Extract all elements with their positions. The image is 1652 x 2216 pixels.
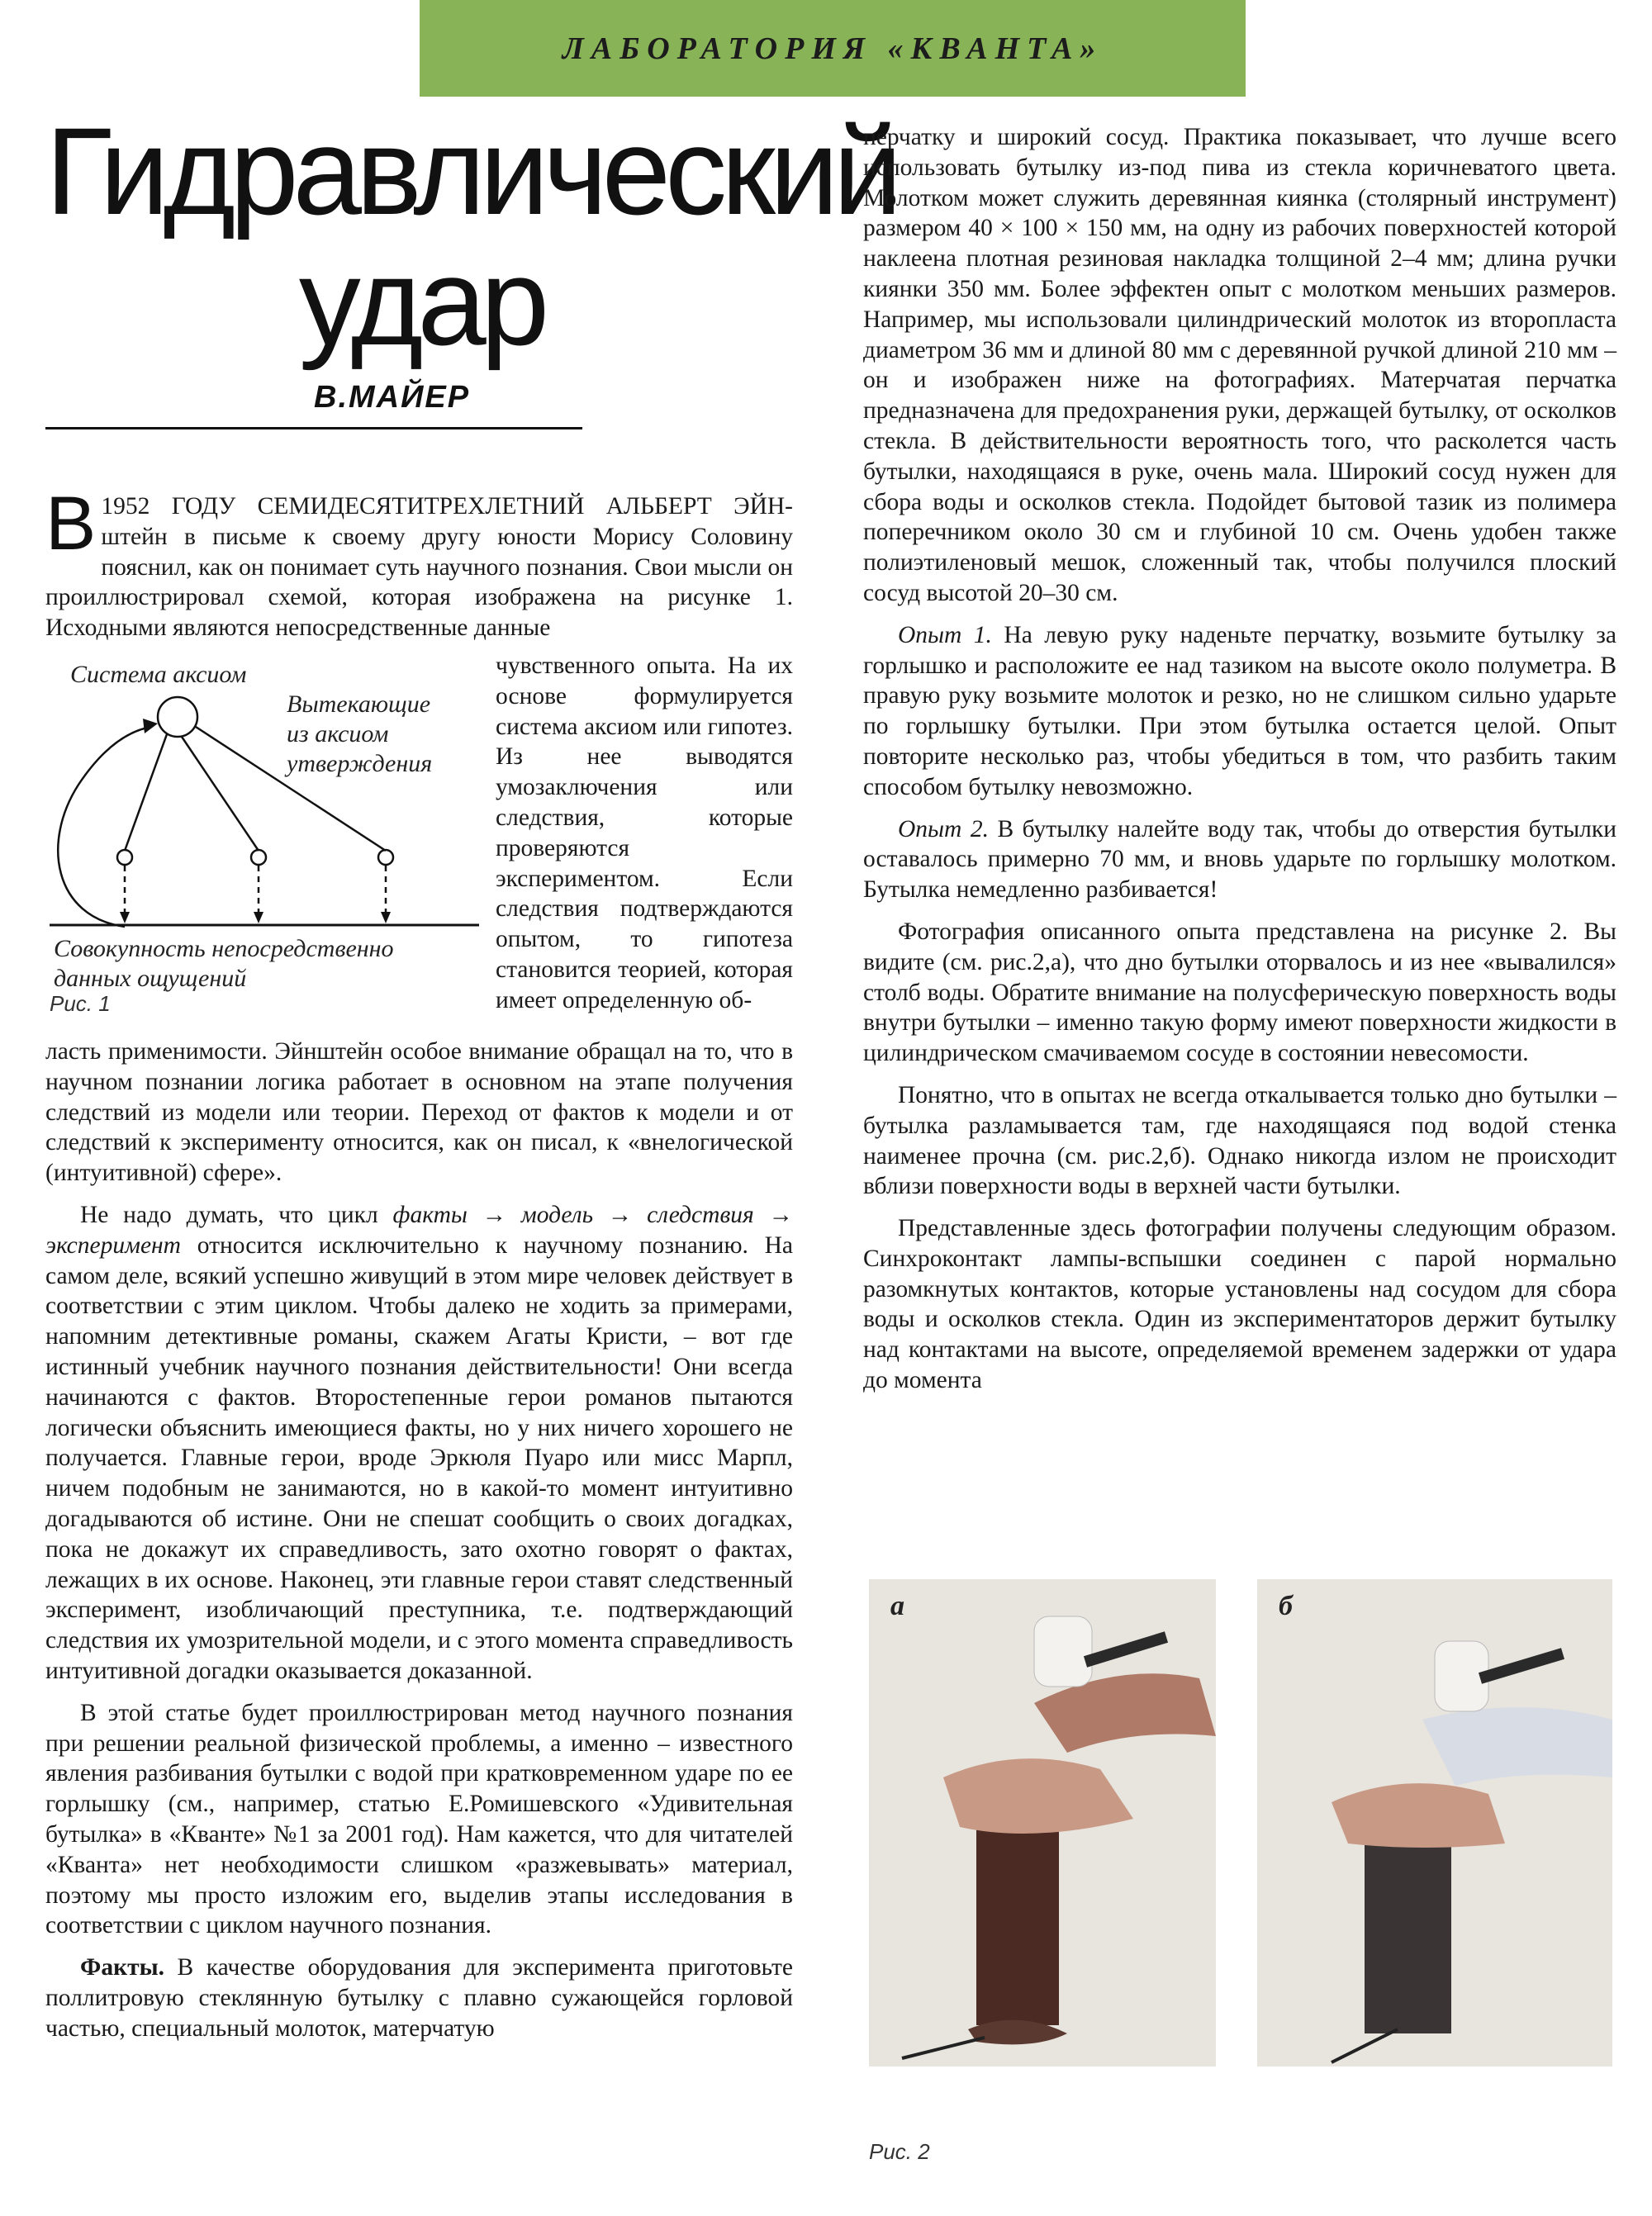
drop-cap: В xyxy=(45,482,97,566)
fig1-label-axioms: Система аксиом xyxy=(70,661,247,688)
figure-2-caption: Рис. 2 xyxy=(869,2139,930,2164)
paragraph-3: В этой статье будет проиллюстрирован метод научного познания при решении реальной физической проблемы, а именно – известного явления разбивания бутылки с водой при кратковременном ударе по ее горлышку (см., например, статью Е.Ромишевского «Удивительная бутылка» в «Кванте» №1 за 2001 год). Нам кажется, что для читателей «Кванта» нет необходимости слишком «разжевывать» материал, поэтому мы просто изложим его, выделив этапы исследования в соответствии с циклом научного познания. xyxy=(45,1699,793,1939)
axiom-edge-2 xyxy=(182,737,259,851)
right-column xyxy=(863,122,1616,1396)
experiment-2-label: Опыт 2. xyxy=(898,815,989,842)
photo-b-letter: б xyxy=(1279,1591,1293,1621)
fig1-label-derived-3: утверждения xyxy=(287,750,433,777)
photo-b-illustration xyxy=(1257,1579,1612,2067)
experiment-1-text: На левую руку наденьте перчатку, возьмите бутылку за горлышко и расположите ее над тазиком на высоте около полуметра. В правую руку возьмите молоток и резко, но не слишком сильно ударьте по горлышку бутылки. При этом бутылка остается целой. Опыт повторите несколько раз, чтобы убедиться в том, что разбить таким способом бутылку невозможно. xyxy=(863,621,1616,800)
fig1-label-derived-1: Вытекающие xyxy=(287,690,431,718)
axiom-edge-1 xyxy=(125,734,167,851)
right-paragraph-4: Фотография описанного опыта представлена на рисунке 2. Вы видите (см. рис.2,а), что дно бутылки оторвалось и из нее «вывалился» столб воды. Обратите внимание на полусферическую поверхность воды внутри бутылки – именно такую форму имеют поверхности жидкости в цилиндрическом смачиваемом сосуде в состоянии невесомости. xyxy=(863,918,1616,1067)
right-paragraph-experiment-1 xyxy=(863,620,1616,803)
test-arrow-3 xyxy=(381,912,391,923)
fig1-label-data-1: Совокупность непосредственно xyxy=(54,935,394,962)
title-line-2: удар xyxy=(298,232,544,371)
photo-b xyxy=(1257,1579,1612,2067)
photo-a-letter: а xyxy=(890,1591,904,1621)
side-text-paragraph: чувственного опыта. На их основе формулируется система аксиом или гипотез. Из нее выводятся умозаключения или следствия, которые проверяются экспериментом. Если следствия подтверждаются опытом, то гипотеза становится теорией, которая имеет определенную об- xyxy=(496,652,793,1013)
statement-node-1 xyxy=(117,850,132,865)
right-paragraph-5: Понятно, что в опытах не всегда откалывается только дно бутылки – бутылка разламывается там, где находящаяся под водой стенка наименее прочна (см. рис.2,б). Однако никогда излом не происходит вблизи поверхности воды в верхней части бутылки. xyxy=(863,1081,1616,1200)
facts-heading: Факты. xyxy=(80,1954,164,1981)
fig1-label-data-2: данных ощущений xyxy=(54,965,247,992)
fig1-label-derived-2: из аксиом xyxy=(287,720,389,747)
figure-1-diagram xyxy=(45,652,483,1032)
intuition-arc xyxy=(58,727,151,927)
paragraph-2 xyxy=(45,1200,793,1687)
experiment-1-label: Опыт 1. xyxy=(898,621,992,648)
left-column xyxy=(45,1037,793,2044)
right-paragraph-experiment-2 xyxy=(863,814,1616,905)
paragraph-4 xyxy=(45,1953,793,2043)
author-name: В.МАЙЕР xyxy=(314,380,471,415)
intro-rest: штейн в письме к своему другу юности Морису Соловину пояснил, как он понимает суть научного познания. Свои мысли он проиллюстрировал схемой, которая изображена на рисунке 1. Исходными являются непосредственные данные xyxy=(45,523,793,642)
p2-text-b: относится исключительно к научному познанию. На самом деле, всякий успешно живущий в этом мире человек действует в соответствии с этим циклом. Чтобы далеко не ходить за примерами, напомним детективные романы, скажем Агаты Кристи, – вот где истинный учебник научного познания действительности! Они всегда начинаются с фактов. Второстепенные герои романов пытаются логически объяснить имеющиеся факты, но у них ничего хорошего не получается. Главные герои, вроде Эркюля Пуаро или мисс Марпл, ничем подобным не занимаются, но в какой-то момент интуитивно догадываются об истине. Они не спешат сообщить о своих догадках, пока не докажут их справедливость, зато охотно говорят о фактах, лежащих в их основе. Наконец, эти главные герои ставят следственный эксперимент, изобличающий преступника, т.е. подтверждающий следствия их умозрительной модели, и с этого момента справедливость интуитивной догадки оказывается доказанной. xyxy=(45,1231,793,1684)
intro-paragraph xyxy=(45,482,793,643)
title-line-1: Гидравлический xyxy=(45,102,897,240)
p4-text: В качестве оборудования для эксперимента приготовьте поллитровую стеклянную бутылку с плавно сужающейся горловой частью, специальный молоток, матерчатую xyxy=(45,1954,793,2042)
test-arrow-1 xyxy=(120,912,130,923)
statement-node-2 xyxy=(251,850,266,865)
section-banner xyxy=(420,0,1246,97)
intro-caps: 1952 ГОДУ СЕМИДЕСЯТИТРЕХЛЕТНИЙ АЛЬБЕРТ ЭЙН- xyxy=(101,493,793,520)
right-paragraph-1: перчатку и широкий сосуд. Практика показывает, что лучше всего использовать бутылку из-под пива из стекла коричневатого цвета. Молотком может служить деревянная киянка (столярный инструмент) размером 40 × 100 × 150 мм, на одну из рабочих поверхностей которой наклеена плотная резиновая накладка толщиной 2–4 мм; длина ручки киянки 350 мм. Более эффектен опыт с молотком меньших размеров. Например, мы использовали цилиндрический молоток из второпласта диаметром 36 мм и длиной 80 мм с деревянной ручкой длиной 210 мм – он и изображен ниже на фотографиях. Матерчатая перчатка предназначена для предохранения руки, держащей бутылку, от осколков стекла. В действительности вероятность того, что расколется часть бутылки, находящаяся в руке, очень мала. Широкий сосуд нужен для сбора воды и осколков стекла. Подойдет бытовой тазик из полимера поперечником около 30 см и глубиной 10 см. Очень удобен также полиэтиленовый мешок, сложенный так, чтобы получился плоский сосуд высотой 20–30 см. xyxy=(863,124,1616,606)
section-title: ЛАБОРАТОРИЯ «КВАНТА» xyxy=(562,31,1104,66)
author-rule xyxy=(45,427,582,429)
p2-text-a: Не надо думать, что цикл xyxy=(80,1201,393,1228)
photo-a xyxy=(869,1579,1216,2067)
right-paragraph-6: Представленные здесь фотографии получены следующим образом. Синхроконтакт лампы-вспышки соединен с парой нормально разомкнутых контактов, которые установлены над сосудом для сбора воды и осколков стекла. Один из экспериментаторов держит бутылку над контактами на высоте, определяемой временем задержки от удара до момента xyxy=(863,1215,1616,1394)
statement-node-3 xyxy=(378,850,393,865)
test-arrow-2 xyxy=(254,912,263,923)
paragraph-1-continued: ласть применимости. Эйнштейн особое внимание обращал на то, что в научном познании логика работает в основном на этапе получения следствий из модели или теории. Переход от фактов к модели и от следствий к эксперименту относится, как он писал, к «внелогической (интуитивной) сфере». xyxy=(45,1038,793,1187)
intuition-arrowhead xyxy=(143,719,158,733)
figure-1-caption: Рис. 1 xyxy=(50,991,111,1016)
article-title xyxy=(45,102,897,371)
side-text xyxy=(496,651,793,1016)
p2-cycle: факты → модель → следствия → эксперимент xyxy=(45,1201,793,1259)
photo-a-illustration xyxy=(869,1579,1216,2067)
axiom-node xyxy=(158,697,197,737)
experiment-2-text: В бутылку налейте воду так, чтобы до отверстия бутылки оставалось примерно 70 мм, и вновь ударьте по горлышку молотком. Бутылка немедленно разбивается! xyxy=(863,815,1616,904)
